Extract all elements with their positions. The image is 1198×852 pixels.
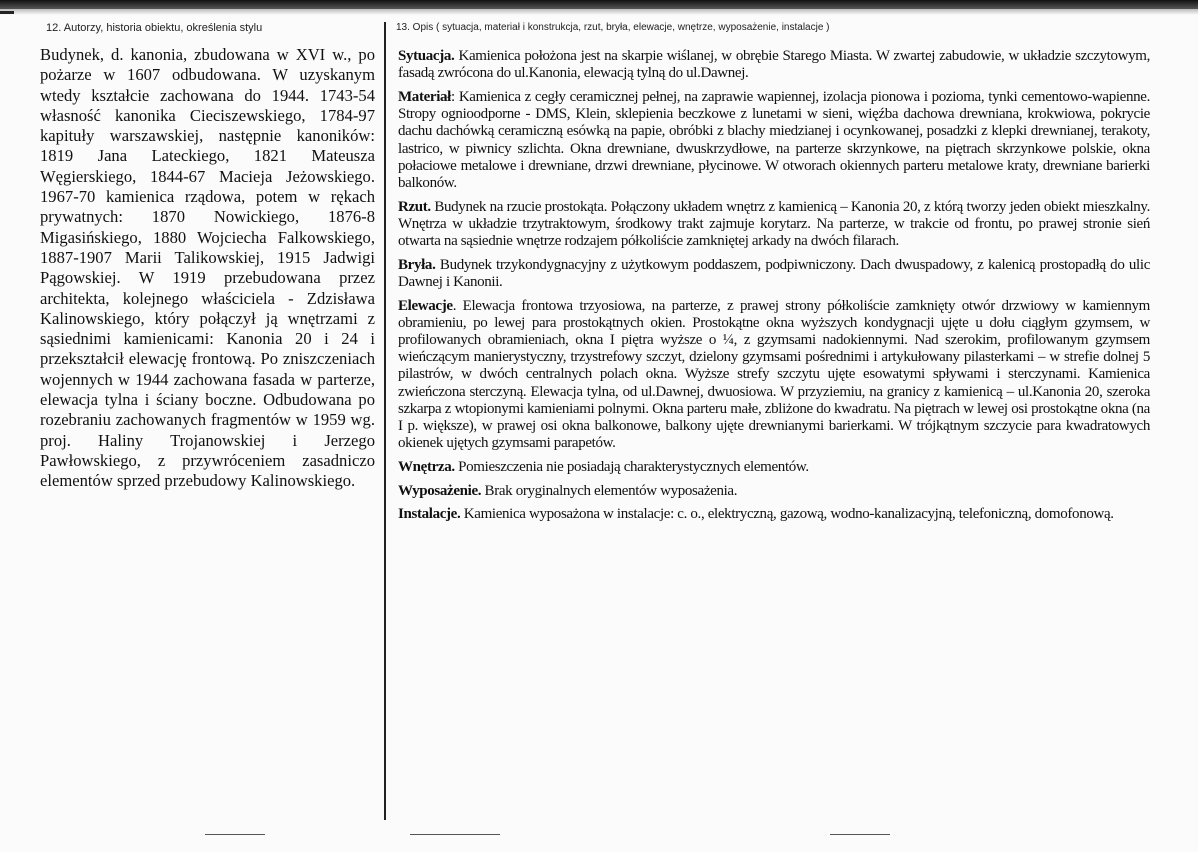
section-12-header: 12. Autorzy, historia obiektu, określenia stylu xyxy=(46,22,263,34)
paragraph-text: Budynek na rzucie prostokąta. Połączony układem wnętrz z kamienicą – Kanonia 20, z którą tworzy jeden obiekt mieszkalny. Wnętrza w układzie trzytraktowym, środkowy trakt zajmuje korytarz. Na parterze, w trakcie od frontu, po prawej stronie sień otwarta na sąsiednie wnętrze rodzajem półkoliście zamkniętej arkady na dwóch filarach. xyxy=(398,198,1150,250)
paragraph-text: : Kamienica z cegły ceramicznej pełnej, na zaprawie wapiennej, izolacja pionowa i pozioma, tynki cementowo-wapienne. Stropy ognioodporne - DMS, Klein, sklepienia beczkowe z lunetami w sieni, więźba dachowa drewniana, krokwiowa, pokrycie dachu dachówką ceramiczną esówką na papie, obróbki z blachy miedzianej i ocynkowanej, posadzki z klepki drewnianej, terakoty, lastrico, w piwnicy szlichta. Okna drewniane, dwuskrzydłowe, na parterze skrzynkowe, na piętrach skrzynkowe polskie, okna połaciowe metalowe i drewniane, drzwi drewniane, płycinowe. W otworach okiennych parteru metalowe kraty, drewniane barierki balkonów. xyxy=(398,88,1150,191)
paragraph-text: Brak oryginalnych elementów wyposażenia. xyxy=(481,482,738,499)
paragraph-material xyxy=(398,89,1150,192)
paragraph-title: Rzut. xyxy=(398,198,431,215)
paragraph-title: Materiał xyxy=(398,88,452,105)
paragraph-elewacje xyxy=(398,298,1150,453)
paragraph-text: Kamienica wyposażona w instalacje: c. o., elektryczną, gazową, wodno-kanalizacyjną, telefoniczną, domofonową. xyxy=(460,506,1114,523)
section-12-body: Budynek, d. kanonia, zbudowana w XVI w., po pożarze w 1607 odbudowana. W uzyskanym wtedy kształcie zachowana do 1944. 1743-54 własność kanonika Cieciszewskiego, 1784-97 kapituły warszawskiej, następnie kanoników: 1819 Jana Lateckiego, 1821 Mateusza Węgierskiego, 1844-67 Macieja Jeżowskiego. 1967-70 kamienica rządowa, potem w rękach prywatnych: 1870 Nowickiego, 1876-8 Migasińskiego, 1880 Wojciecha Falkowskiego, 1887-1907 Marii Talikowskiej, 1915 Jadwigi Pągowskiej. W 1919 przebudowana przez architekta, kolejnego właściciela - Zdzisława Kalinowskiego, który połączył ją wnętrzami z sąsiednimi kamienicami: Kanonia 20 i 24 i przekształcił elewację frontową. Po zniszczeniach wojennych w 1944 zachowana fasada w parterze, elewacja tylna i ściany boczne. Odbudowana po rozebraniu zachowanych fragmentów w 1959 wg. proj. Haliny Trojanowskiej i Jerzego Pawłowskiego, z przywróceniem zasadniczo elementów sprzed przebudowy Kalinowskiego. xyxy=(40,45,375,491)
scan-mark xyxy=(0,11,14,14)
paragraph-title: Instalacje. xyxy=(398,506,461,523)
paragraph-rzut xyxy=(398,199,1150,251)
paragraph-title: Sytuacja. xyxy=(398,48,455,64)
section-13-header: 13. Opis ( sytuacja, materiał i konstrukcja, rzut, bryła, elewacje, wnętrze, wyposażenie, instalacje ) xyxy=(396,22,830,33)
paragraph-text: Budynek trzykondygnacyjny z użytkowym poddaszem, podpiwniczony. Dach dwuspadowy, z kalenicą prostopadłą do ulic Dawnej i Kanonii. xyxy=(398,256,1150,290)
paragraph-text: Kamienica położona jest na skarpie wiślanej, w obrębie Starego Miasta. W zwartej zabudowie, w układzie szczytowym, fasadą zwrócona do ul.Kanonia, elewacją tylną do ul.Dawnej. xyxy=(398,48,1150,82)
scan-artifact-line xyxy=(830,834,890,835)
scan-artifact-line xyxy=(205,834,265,835)
paragraph-text: Pomieszczenia nie posiadają charakterystycznych elementów. xyxy=(454,458,809,475)
paragraph-title: Wnętrza. xyxy=(398,458,455,475)
paragraph-title: Bryła. xyxy=(398,256,436,273)
paragraph-title: Elewacje xyxy=(398,297,453,314)
scan-artifact-line xyxy=(410,834,500,835)
section-13-body xyxy=(398,48,1150,530)
paragraph-wnetrza xyxy=(398,459,1150,476)
scan-shadow xyxy=(0,9,1198,15)
paragraph-text: . Elewacja frontowa trzyosiowa, na parterze, z prawej strony półkoliście zamknięty otwór drzwiowy w kamiennym obramieniu, po lewej para prostokątnych okien. Prostokątne okna wyższych kondygnacji ujęte u dołu ciągłym gzymsem, w profilowanych obramieniach, okna I piętra wyższe o ¼, z gzymsami nadokiennymi. Nad szerokim, profilowanym gzymsem wieńczącym manierystyczny, trzystrefowy szczyt, dzielony gzymsami pośrednimi i artykułowany pilasterkami – w strefie dolnej 5 pilastrów, w dwóch centralnych polach okna. Wyższe strefy szczytu ujęte esowatymi spływami i sterczynami. Kamienica zwieńczona sterczyną. Elewacja tylna, od ul.Dawnej, dwuosiowa. W przyziemiu, na granicy z kamienicą – ul.Kanonia 20, szeroka szkarpa z wtopionymi kamieniami polnymi. Okna parteru małe, zbliżone do kwadratu. Na piętrach w lewej osi prostokątne okna (na I p. większe), w prawej osi okna balkonowe, balkony ujęte drewnianymi barierkami. W trójkątnym szczycie para kwadratowych okienek ujętych gzymsami parapetów. xyxy=(398,297,1150,452)
paragraph-wyposazenie xyxy=(398,483,1150,500)
paragraph-sytuacja xyxy=(398,48,1150,82)
scan-top-edge xyxy=(0,0,1198,9)
paragraph-instalacje xyxy=(398,506,1150,523)
paragraph-bryla xyxy=(398,257,1150,291)
column-divider xyxy=(384,22,386,820)
paragraph-title: Wyposażenie. xyxy=(398,482,482,499)
